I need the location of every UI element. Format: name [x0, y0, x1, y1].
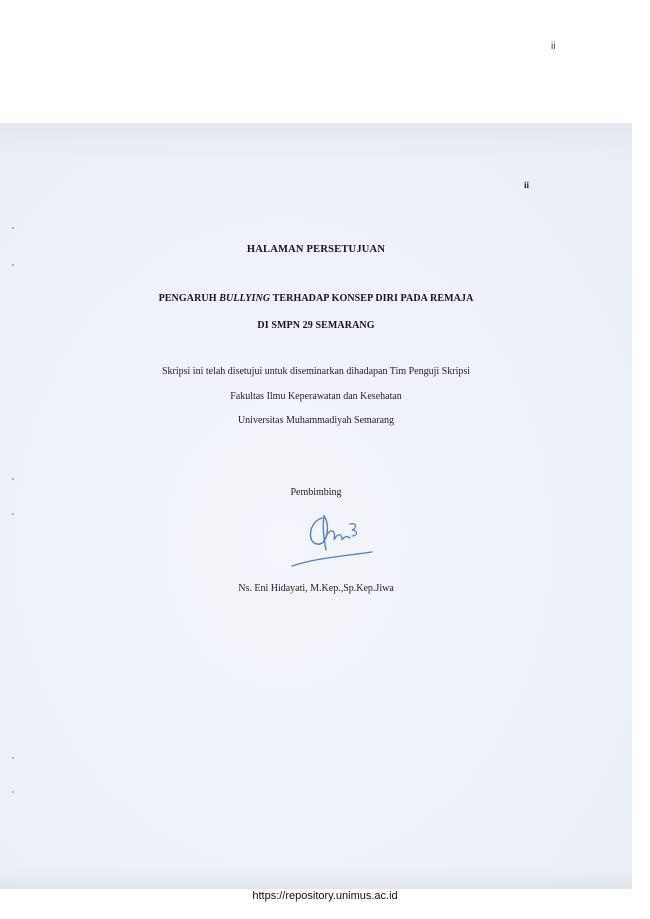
scan-speck: [12, 227, 14, 229]
scan-speck: [12, 264, 14, 266]
page-number: ii: [551, 41, 556, 52]
scan-shadow-top: [0, 123, 632, 159]
supervisor-label: Pembimbing: [290, 487, 342, 498]
scan-speck: [12, 478, 14, 480]
approval-text-line-3: Universitas Muhammadiyah Semarang: [237, 415, 395, 426]
title-suffix: TERHADAP KONSEP DIRI PADA REMAJA: [270, 293, 474, 304]
scan-speck: [12, 791, 14, 793]
approval-text-line-2: Fakultas Ilmu Keperawatan dan Kesehatan: [230, 391, 402, 402]
thesis-title-line-2: DI SMPN 29 SEMARANG: [257, 320, 375, 331]
title-prefix: PENGARUH: [158, 293, 220, 304]
supervisor-name: Ns. Eni Hidayati, M.Kep.,Sp.Kep.Jiwa: [238, 583, 394, 594]
approval-text-line-1: Skripsi ini telah disetujui untuk diseminarkan dihadapan Tim Penguji Skripsi: [161, 366, 471, 377]
signature: [286, 506, 378, 572]
scan-shadow-bottom: [0, 867, 632, 889]
scanned-page: [0, 123, 632, 889]
title-italic-term: BULLYING: [219, 293, 271, 304]
scan-speck: [12, 513, 14, 515]
thesis-title-line-1: [0, 293, 632, 304]
page-heading: HALAMAN PERSETUJUAN: [246, 244, 386, 255]
repository-url[interactable]: https://repository.unimus.ac.id: [252, 890, 398, 902]
scanned-page-number: ii: [524, 180, 530, 190]
scan-speck: [12, 757, 14, 759]
